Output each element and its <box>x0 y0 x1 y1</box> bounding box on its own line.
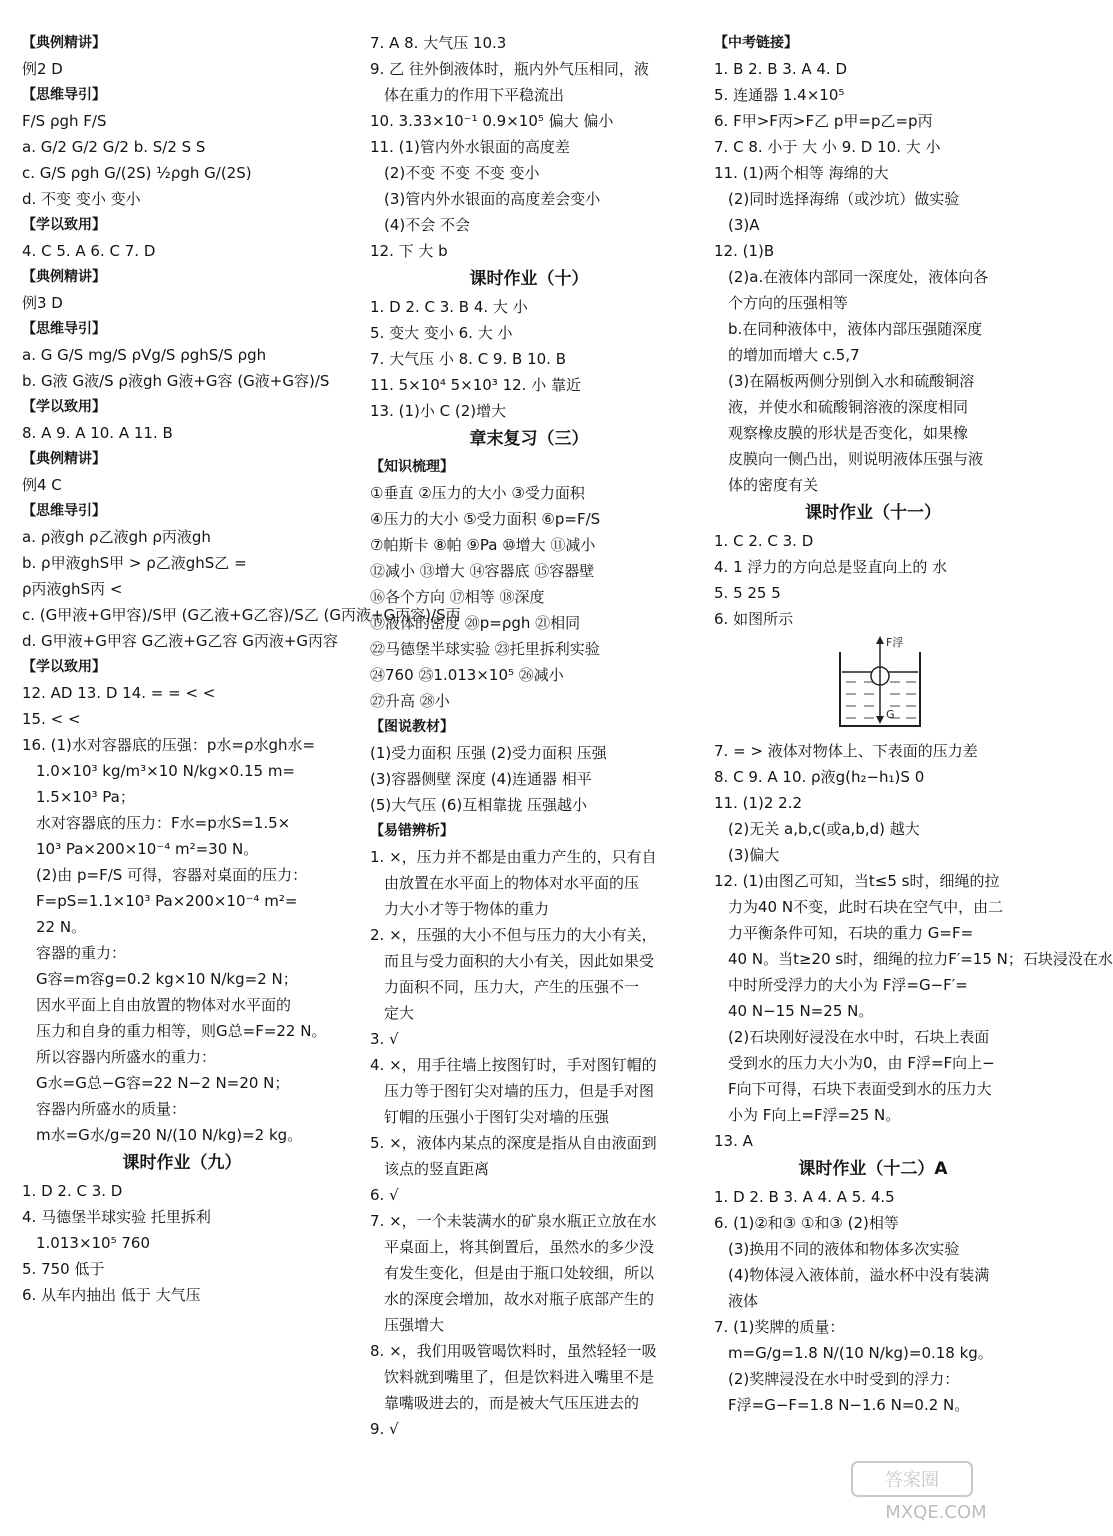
answer-line: 6. (1)②和③ ①和③ (2)相等 <box>714 1214 899 1232</box>
answer-line: (2)同时选择海绵（或沙坑）做实验 <box>728 190 960 208</box>
answer-line: 12. 下 大 b <box>370 242 448 260</box>
answer-line: ㉒马德堡半球实验 ㉓托里拆利实验 <box>370 640 600 658</box>
answer-line: 8. ×，我们用吸管喝饮料时，虽然轻轻一吸 <box>370 1342 657 1360</box>
section-heading: 【典例精讲】 <box>22 35 106 51</box>
answer-line: m水=G水/g=20 N/(10 N/kg)=2 kg。 <box>36 1126 303 1144</box>
answer-line: 力面积不同，压力大，产生的压强不一 <box>384 978 640 996</box>
answer-line: 容器的重力： <box>36 944 127 962</box>
buoyancy-force-diagram <box>832 634 928 734</box>
answer-line: 平桌面上，将其倒置后，虽然水的多少没 <box>384 1238 655 1256</box>
answer-line: 1. D 2. B 3. A 4. A 5. 4.5 <box>714 1188 895 1206</box>
answer-line: 力平衡条件可知，石块的重力 G=F= <box>728 924 974 942</box>
answer-line: 1. D 2. C 3. D <box>22 1182 123 1200</box>
answer-line: d. 不变 变小 变小 <box>22 190 141 208</box>
answer-line: (4)物体浸入液体前，溢水杯中没有装满 <box>728 1266 990 1284</box>
answer-line: 4. 1 浮力的方向总是竖直向上的 水 <box>714 558 948 576</box>
answer-line: 1. ×，压力并不都是由重力产生的，只有自 <box>370 848 657 866</box>
answer-line: F浮=G−F=1.8 N−1.6 N=0.2 N。 <box>728 1396 970 1414</box>
answer-line: 7. A 8. 大气压 10.3 <box>370 34 507 52</box>
answer-line: 液体 <box>728 1292 759 1310</box>
answer-line: 40 N−15 N=25 N。 <box>728 1002 874 1020</box>
answer-line: 水的深度会增加，故水对瓶子底部产生的 <box>384 1290 655 1308</box>
answer-line: 4. 马德堡半球实验 托里拆利 <box>22 1208 211 1226</box>
answer-line: (3)容器侧壁 深度 (4)连通器 相平 <box>370 770 592 788</box>
answer-line: 例3 D <box>22 294 63 312</box>
lesson-title: 章末复习（三） <box>469 429 589 449</box>
answer-line: 40 N。当t≥20 s时，细绳的拉力F′=15 N；石块浸没在水 <box>728 950 1113 968</box>
section-heading: 【知识梳理】 <box>370 459 454 475</box>
answer-line: ⑲液体的密度 ⑳p=ρgh ㉑相同 <box>370 614 581 632</box>
answer-line: 6. 从车内抽出 低于 大气压 <box>22 1286 201 1304</box>
answer-line: 1.0×10³ kg/m³×10 N/kg×0.15 m= <box>36 762 295 780</box>
answer-line: 压力和自身的重力相等，则G总=F=22 N。 <box>36 1022 327 1040</box>
answer-line: ㉗升高 ㉘小 <box>370 692 450 710</box>
answer-line: 体在重力的作用下平稳流出 <box>384 86 565 104</box>
answer-line: b. ρ甲液ghS甲 > ρ乙液ghS乙 = <box>22 554 247 572</box>
answer-line: 的增加而增大 c.5,7 <box>728 346 860 364</box>
answer-line: 7. (1)奖牌的质量： <box>714 1318 845 1336</box>
answer-line: 4. C 5. A 6. C 7. D <box>22 242 156 260</box>
answer-line: F=pS=1.1×10³ Pa×200×10⁻⁴ m²= <box>36 892 298 910</box>
answer-line: 9. √ <box>370 1420 399 1438</box>
answer-line: 1. C 2. C 3. D <box>714 532 814 550</box>
answer-line: 个方向的压强相等 <box>728 294 849 312</box>
answer-line: 11. (1)两个相等 海绵的大 <box>714 164 889 182</box>
answer-line: 因水平面上自由放置的物体对水平面的 <box>36 996 292 1014</box>
answer-line: (5)大气压 (6)互相靠拢 压强越小 <box>370 796 588 814</box>
section-heading: 【学以致用】 <box>22 217 106 233</box>
answer-line: 压强增大 <box>384 1316 445 1334</box>
answer-line: 10. 3.33×10⁻¹ 0.9×10⁵ 偏大 偏小 <box>370 112 614 130</box>
answer-line: 12. (1)由图乙可知，当t≤5 s时，细绳的拉 <box>714 872 1000 890</box>
answer-line: 例2 D <box>22 60 63 78</box>
svg-text:F浮: F浮 <box>886 636 904 649</box>
answer-line: 7. = > 液体对物体上、下表面的压力差 <box>714 742 978 760</box>
section-heading: 【典例精讲】 <box>22 269 106 285</box>
answer-line: 22 N。 <box>36 918 87 936</box>
answer-line: 定大 <box>384 1004 415 1022</box>
answer-column-3 <box>714 30 1113 1418</box>
lesson-title: 课时作业（九） <box>122 1153 242 1173</box>
answer-line: 5. ×，液体内某点的深度是指从自由液面到 <box>370 1134 657 1152</box>
answer-line: 7. ×，一个未装满水的矿泉水瓶正立放在水 <box>370 1212 657 1230</box>
answer-line: 11. 5×10⁴ 5×10³ 12. 小 靠近 <box>370 376 581 394</box>
answer-line: 液，并使水和硫酸铜溶液的深度相同 <box>728 398 969 416</box>
answer-line: (1)受力面积 压强 (2)受力面积 压强 <box>370 744 607 762</box>
answer-line: 6. F甲>F丙>F乙 p甲=p乙=p丙 <box>714 112 933 130</box>
answer-line: ④压力的大小 ⑤受力面积 ⑥p=F/S <box>370 510 601 528</box>
answer-line: 靠嘴吸进去的，而是被大气压压进去的 <box>384 1394 640 1412</box>
answer-line: 5. 连通器 1.4×10⁵ <box>714 86 845 104</box>
answer-line: 16. (1)水对容器底的压强：p水=ρ水gh水= <box>22 736 316 754</box>
answer-line: 1.013×10⁵ 760 <box>36 1234 151 1252</box>
answer-line: 由放置在水平面上的物体对水平面的压 <box>384 874 640 892</box>
answer-line: c. G/S ρgh G/(2S) ½ρgh G/(2S) <box>22 164 252 182</box>
answer-line: (2)由 p=F/S 可得，容器对桌面的压力： <box>36 866 308 884</box>
answer-line: (3)在隔板两侧分别倒入水和硫酸铜溶 <box>728 372 975 390</box>
answer-line: 12. AD 13. D 14. = = < < <box>22 684 216 702</box>
answer-line: 水对容器底的压力：F水=p水S=1.5× <box>36 814 291 832</box>
section-heading: 【图说教材】 <box>370 719 454 735</box>
lesson-title: 课时作业（十） <box>469 269 589 289</box>
answer-line: 1. D 2. C 3. B 4. 大 小 <box>370 298 528 316</box>
answer-line: 6. √ <box>370 1186 399 1204</box>
answer-line: 受到水的压力大小为0，由 F浮=F向上− <box>728 1054 995 1072</box>
answer-line: d. G甲液+G甲容 G乙液+G乙容 G丙液+G丙容 <box>22 632 339 650</box>
section-heading: 【思维导引】 <box>22 503 106 519</box>
answer-line: 8. C 9. A 10. ρ液g(h₂−h₁)S 0 <box>714 768 925 786</box>
answer-line: 容器内所盛水的质量： <box>36 1100 187 1118</box>
answer-line: (2)a.在液体内部同一深度处，液体向各 <box>728 268 989 286</box>
answer-line: 1.5×10³ Pa； <box>36 788 135 806</box>
svg-text:G: G <box>886 708 895 721</box>
answer-line: 1. B 2. B 3. A 4. D <box>714 60 848 78</box>
answer-line: 钉帽的压强小于图钉尖对墙的压强 <box>384 1108 610 1126</box>
answer-line: ㉔760 ㉕1.013×10⁵ ㉖减小 <box>370 666 564 684</box>
answer-line: G水=G总−G容=22 N−2 N=20 N； <box>36 1074 290 1092</box>
answer-line: (3)换用不同的液体和物体多次实验 <box>728 1240 960 1258</box>
answer-line: (2)奖牌浸没在水中时受到的浮力： <box>728 1370 960 1388</box>
answer-line: (3)管内外水银面的高度差会变小 <box>384 190 601 208</box>
answer-line: 12. (1)B <box>714 242 775 260</box>
answer-column-2 <box>370 30 688 1442</box>
answer-line: 例4 C <box>22 476 62 494</box>
answer-line: 7. 大气压 小 8. C 9. B 10. B <box>370 350 566 368</box>
answer-line: 饮料就到嘴里了，但是饮料进入嘴里不是 <box>384 1368 655 1386</box>
section-heading: 【思维导引】 <box>22 321 106 337</box>
answer-line: 力大小才等于物体的重力 <box>384 900 550 918</box>
answer-line: 13. A <box>714 1132 753 1150</box>
answer-line: (2)不变 不变 不变 变小 <box>384 164 540 182</box>
answer-line: 6. 如图所示 <box>714 610 794 628</box>
answer-line: 5. 750 低于 <box>22 1260 105 1278</box>
answer-line: ρ丙液ghS丙 < <box>22 580 123 598</box>
answer-line: 皮膜向一侧凸出，则说明液体压强与液 <box>728 450 984 468</box>
answer-line: b.在同种液体中，液体内部压强随深度 <box>728 320 983 338</box>
answer-line: F/S ρgh F/S <box>22 112 107 130</box>
answer-line: 4. ×，用手往墙上按图钉时，手对图钉帽的 <box>370 1056 657 1074</box>
lesson-title: 课时作业（十二）A <box>798 1159 948 1179</box>
answer-line: 力为40 N不变，此时石块在空气中，由二 <box>728 898 1004 916</box>
section-heading: 【思维导引】 <box>22 87 106 103</box>
answer-line: m=G/g=1.8 N/(10 N/kg)=0.18 kg。 <box>728 1344 993 1362</box>
answer-line: 10³ Pa×200×10⁻⁴ m²=30 N。 <box>36 840 259 858</box>
answer-line: (3)A <box>728 216 760 234</box>
answer-line: 中时所受浮力的大小为 F浮=G−F′= <box>728 976 968 994</box>
answer-line: 而且与受力面积的大小有关，因此如果受 <box>384 952 655 970</box>
svg-text:答案圈: 答案圈 <box>885 1470 939 1491</box>
answer-line: a. G/2 G/2 G/2 b. S/2 S S <box>22 138 206 156</box>
answer-line: 压力等于图钉尖对墙的压力，但是手对图 <box>384 1082 655 1100</box>
answer-line: (2)石块刚好浸没在水中时，石块上表面 <box>728 1028 990 1046</box>
answer-line: 7. C 8. 小于 大 小 9. D 10. 大 小 <box>714 138 941 156</box>
watermark-logo <box>846 1456 1026 1526</box>
answer-line: 体的密度有关 <box>728 476 819 494</box>
answer-line: ⑦帕斯卡 ⑧帕 ⑨Pa ⑩增大 ⑪减小 <box>370 536 596 554</box>
answer-line: 15. < < <box>22 710 81 728</box>
answer-line: (2)无关 a,b,c(或a,b,d) 越大 <box>728 820 920 838</box>
answer-line: 9. 乙 往外倒液体时，瓶内外气压相同，液 <box>370 60 649 78</box>
section-heading: 【中考链接】 <box>714 35 798 51</box>
answer-line: 11. (1)管内外水银面的高度差 <box>370 138 570 156</box>
answer-line: 5. 变大 变小 6. 大 小 <box>370 324 513 342</box>
answer-line: ⑯各个方向 ⑰相等 ⑱深度 <box>370 588 545 606</box>
answer-line: 11. (1)2 2.2 <box>714 794 803 812</box>
answer-line: 13. (1)小 C (2)增大 <box>370 402 507 420</box>
answer-line: F向下可得，石块下表面受到水的压力大 <box>728 1080 992 1098</box>
section-heading: 【易错辨析】 <box>370 823 454 839</box>
answer-line: 3. √ <box>370 1030 399 1048</box>
answer-line: ①垂直 ②压力的大小 ③受力面积 <box>370 484 585 502</box>
answer-line: 该点的竖直距离 <box>384 1160 490 1178</box>
section-heading: 【学以致用】 <box>22 399 106 415</box>
answer-line: a. G G/S mg/S ρVg/S ρghS/S ρgh <box>22 346 267 364</box>
answer-line: 有发生变化，但是由于瓶口处较细，所以 <box>384 1264 655 1282</box>
answer-line: 5. 5 25 5 <box>714 584 781 602</box>
section-heading: 【典例精讲】 <box>22 451 106 467</box>
answer-line: G容=m容g=0.2 kg×10 N/kg=2 N； <box>36 970 298 988</box>
answer-line: 观察橡皮膜的形状是否变化，如果橡 <box>728 424 969 442</box>
answer-line: b. G液 G液/S ρ液gh G液+G容 (G液+G容)/S <box>22 372 330 390</box>
watermark-text: MXQE.COM <box>885 1502 987 1523</box>
answer-line: a. ρ液gh ρ乙液gh ρ丙液gh <box>22 528 211 546</box>
answer-line: 8. A 9. A 10. A 11. B <box>22 424 173 442</box>
answer-line: 所以容器内所盛水的重力： <box>36 1048 217 1066</box>
answer-line: ⑫减小 ⑬增大 ⑭容器底 ⑮容器壁 <box>370 562 595 580</box>
answer-line: (4)不会 不会 <box>384 216 471 234</box>
answer-line: 2. ×，压强的大小不但与压力的大小有关， <box>370 926 657 944</box>
answer-line: (3)偏大 <box>728 846 780 864</box>
section-heading: 【学以致用】 <box>22 659 106 675</box>
lesson-title: 课时作业（十一） <box>805 503 941 523</box>
answer-line: 小为 F向上=F浮=25 N。 <box>728 1106 901 1124</box>
answer-line: c. (G甲液+G甲容)/S甲 (G乙液+G乙容)/S乙 (G丙液+G丙容)/S丙 <box>22 606 461 624</box>
